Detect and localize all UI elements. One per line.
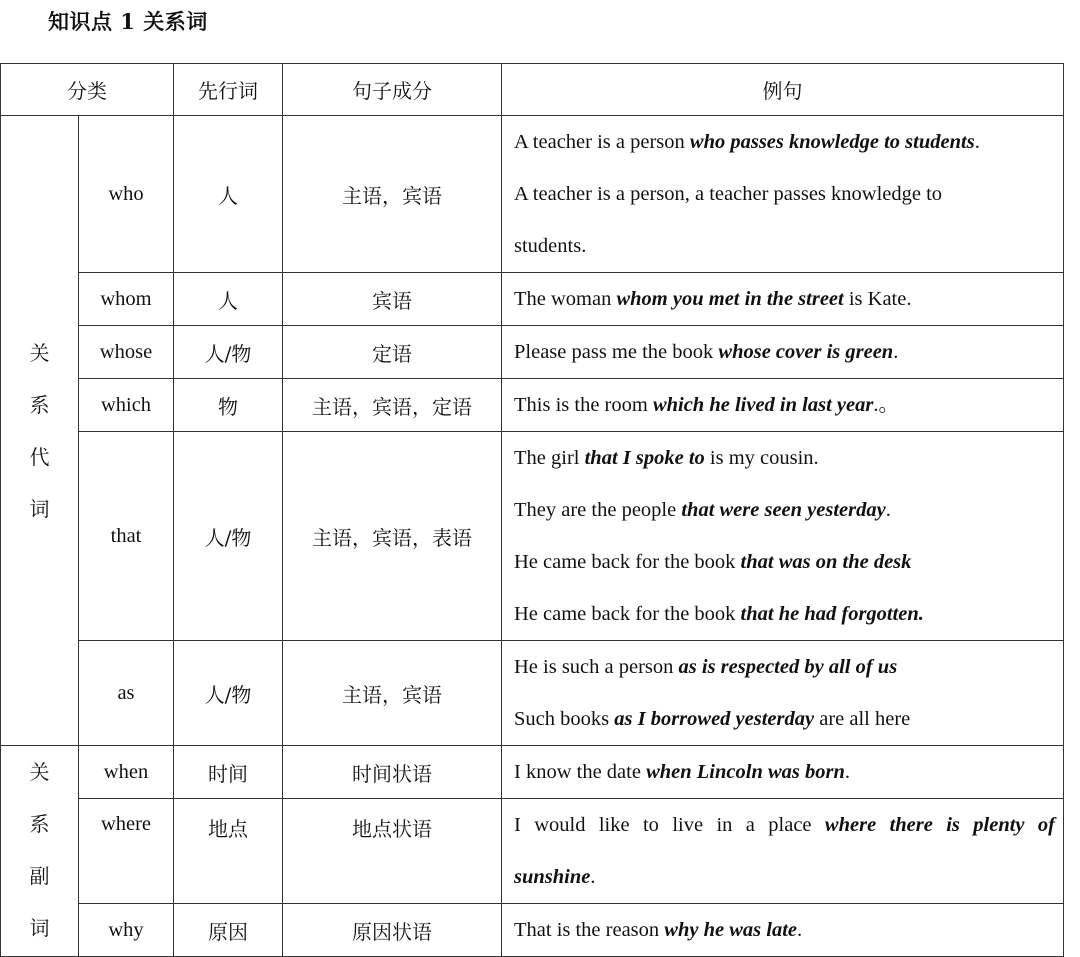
table-row xyxy=(1,273,1064,326)
example-cell xyxy=(502,799,1064,904)
example-line xyxy=(514,746,1055,798)
example-text: . xyxy=(893,341,899,363)
example-text: This is the room xyxy=(514,394,653,416)
example-line xyxy=(514,904,1055,956)
relative-word: when xyxy=(79,746,174,799)
table-row xyxy=(1,379,1064,432)
relative-word: as xyxy=(79,641,174,746)
example-cell xyxy=(502,116,1064,273)
table-row xyxy=(1,326,1064,379)
group-char: 代 xyxy=(29,444,50,469)
relative-words-table xyxy=(0,63,1064,957)
example-line xyxy=(514,588,1055,640)
group-char: 词 xyxy=(29,916,50,940)
function-cell: 主语，宾语 xyxy=(283,641,502,746)
table-row xyxy=(1,746,1064,799)
antecedent-cell: 原因 xyxy=(174,904,283,957)
example-cell xyxy=(502,746,1064,799)
relative-word: who xyxy=(79,116,174,273)
example-text: I would like to live in a place xyxy=(514,814,825,836)
header-function: 句子成分 xyxy=(283,64,502,116)
example-text: A teacher is a person xyxy=(514,131,690,153)
example-line xyxy=(514,326,1055,378)
relative-word: why xyxy=(79,904,174,957)
relative-word: whose xyxy=(79,326,174,379)
example-cell xyxy=(502,432,1064,641)
relative-clause-text: why he was late xyxy=(664,919,797,941)
relative-clause-text: as is respected by all of us xyxy=(678,656,898,678)
antecedent-cell: 人/物 xyxy=(174,326,283,379)
relative-clause-text: that were seen yesterday xyxy=(681,499,886,521)
example-text: The woman xyxy=(514,288,617,310)
example-cell xyxy=(502,904,1064,957)
example-text: are all here xyxy=(814,708,911,730)
group-relative-pronouns xyxy=(1,116,79,746)
antecedent-cell: 人 xyxy=(174,116,283,273)
example-cell xyxy=(502,273,1064,326)
example-text: students. xyxy=(514,235,587,257)
example-text: . xyxy=(974,131,980,153)
example-text: They are the people xyxy=(514,499,682,521)
group-char: 系 xyxy=(29,812,50,836)
example-text: He is such a person xyxy=(514,656,679,678)
example-text: I know the date xyxy=(514,761,647,783)
example-text: He came back for the book xyxy=(514,603,741,625)
header-category: 分类 xyxy=(1,64,174,116)
example-cell xyxy=(502,641,1064,746)
header-antecedent: 先行词 xyxy=(174,64,283,116)
example-text: Please pass me the book xyxy=(514,341,719,363)
header-example: 例句 xyxy=(502,64,1064,116)
example-line xyxy=(514,273,1055,325)
relative-word: whom xyxy=(79,273,174,326)
group-char: 系 xyxy=(29,392,50,417)
example-text: He came back for the book xyxy=(514,551,741,573)
relative-clause-text: when Lincoln was born xyxy=(646,761,845,783)
relative-clause-text: who passes knowledge to students xyxy=(689,131,975,153)
relative-clause-text: as I borrowed yesterday xyxy=(614,708,815,730)
group-char: 关 xyxy=(29,340,50,365)
antecedent-cell: 人 xyxy=(174,273,283,326)
relative-word: where xyxy=(79,799,174,904)
group-char: 关 xyxy=(29,760,50,784)
function-cell: 主语，宾语，表语 xyxy=(283,432,502,641)
antecedent-cell: 时间 xyxy=(174,746,283,799)
table-row xyxy=(1,641,1064,746)
example-text: . xyxy=(885,499,891,521)
example-text: . xyxy=(844,761,850,783)
table-row xyxy=(1,432,1064,641)
relative-clause-text: which he lived in last year xyxy=(652,394,874,416)
example-line xyxy=(514,641,1055,693)
example-text: .。 xyxy=(873,394,899,416)
table-row xyxy=(1,799,1064,904)
header-row xyxy=(1,64,1064,116)
example-text: Such books xyxy=(514,708,615,730)
example-line xyxy=(514,693,1055,745)
relative-clause-text: that I spoke to xyxy=(584,447,705,469)
example-text: . xyxy=(590,866,596,888)
table-row xyxy=(1,116,1064,273)
example-line xyxy=(514,536,1055,588)
example-line xyxy=(514,799,1055,851)
example-cell xyxy=(502,326,1064,379)
example-text: is my cousin. xyxy=(704,447,819,469)
function-cell: 地点状语 xyxy=(283,799,502,904)
antecedent-cell: 人/物 xyxy=(174,641,283,746)
example-line xyxy=(514,379,1055,431)
relative-word: that xyxy=(79,432,174,641)
group-char: 词 xyxy=(29,496,50,521)
group-relative-adverbs xyxy=(1,746,79,957)
example-text: That is the reason xyxy=(514,919,665,941)
function-cell: 宾语 xyxy=(283,273,502,326)
table-row xyxy=(1,904,1064,957)
antecedent-cell: 地点 xyxy=(174,799,283,904)
relative-word: which xyxy=(79,379,174,432)
antecedent-cell: 物 xyxy=(174,379,283,432)
example-line xyxy=(514,484,1055,536)
relative-clause-text: whom you met in the street xyxy=(616,288,844,310)
example-text: A teacher is a person, a teacher passes knowledge to xyxy=(514,183,943,205)
example-line xyxy=(514,116,1055,168)
example-line xyxy=(514,168,1055,220)
function-cell: 主语，宾语 xyxy=(283,116,502,273)
example-text: The girl xyxy=(514,447,585,469)
example-cell xyxy=(502,379,1064,432)
example-text: . xyxy=(797,919,803,941)
relative-clause-text: sunshine xyxy=(514,866,591,888)
antecedent-cell: 人/物 xyxy=(174,432,283,641)
relative-clause-text: whose cover is green xyxy=(718,341,894,363)
function-cell: 主语，宾语，定语 xyxy=(283,379,502,432)
example-line xyxy=(514,432,1055,484)
group-char: 副 xyxy=(29,864,50,888)
example-line xyxy=(514,220,1055,272)
relative-clause-text: that he had forgotten. xyxy=(740,603,924,625)
example-text: is Kate. xyxy=(843,288,912,310)
function-cell: 原因状语 xyxy=(283,904,502,957)
relative-clause-text: where there is plenty of xyxy=(824,814,1055,836)
section-title: 知识点 1 关系词 xyxy=(48,9,208,34)
function-cell: 时间状语 xyxy=(283,746,502,799)
example-line xyxy=(514,851,1055,903)
function-cell: 定语 xyxy=(283,326,502,379)
relative-clause-text: that was on the desk xyxy=(740,551,912,573)
